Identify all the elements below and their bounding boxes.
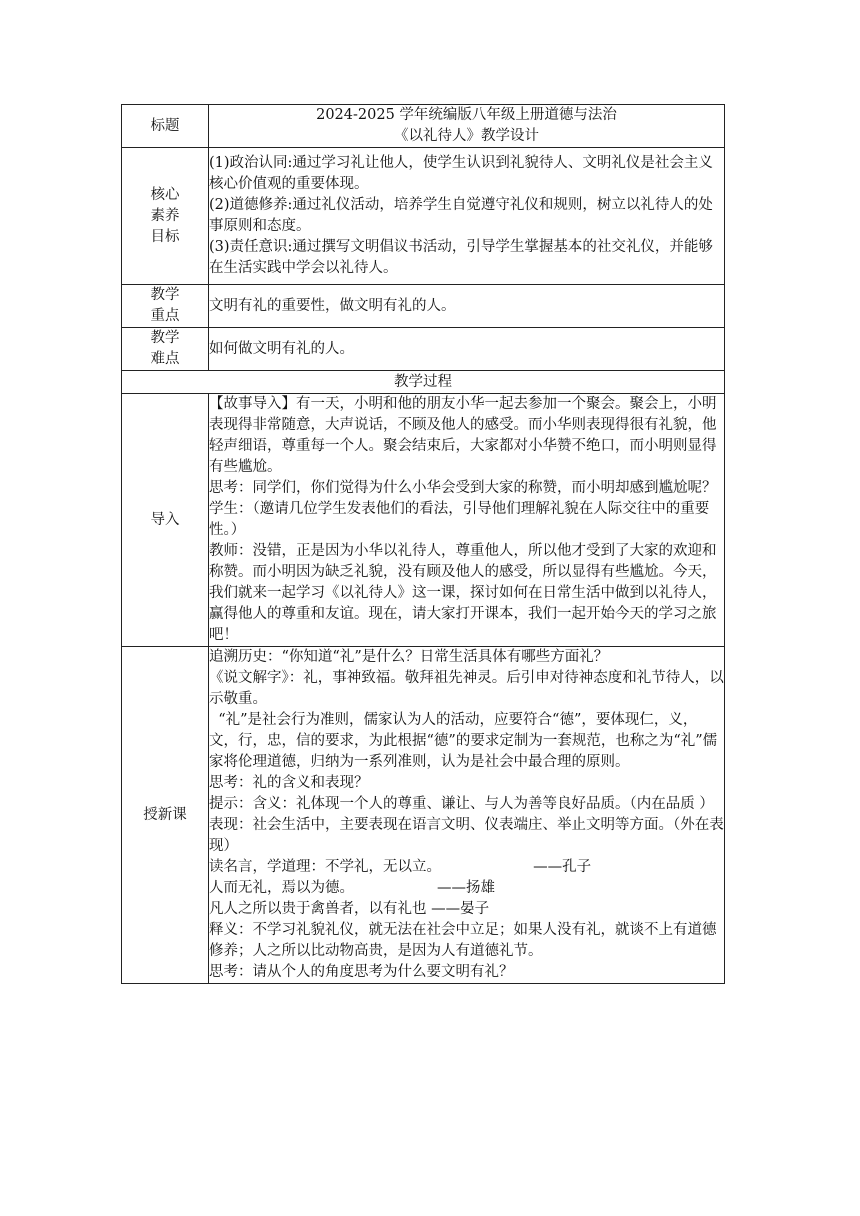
- intro-content: [209, 394, 725, 647]
- difficulty-text: 如何做文明有礼的人。: [209, 340, 354, 357]
- core-goals-label: [122, 148, 209, 285]
- new-lesson-label: [122, 647, 209, 984]
- key-point-content: [209, 285, 725, 328]
- new-lesson-paragraph-10: 释义：不学习礼貌礼仪，就无法在社会中立足；如果人没有礼，就谈不上有道德修养；人之所以比动物高贵，是因为人有道德礼节。: [209, 922, 717, 959]
- new-lesson-paragraph-6: 表现：社会生活中，主要表现在语言文明、仪表端庄、举止文明等方面。（外在表现）: [209, 817, 724, 854]
- intro-paragraph-4: 教师：没错，正是因为小华以礼待人，尊重他人，所以他才受到了大家的欢迎和称赞。而小明因为缺乏礼貌，没有顾及他人的感受，所以显得有些尴尬。今天，我们就来一起学习《以礼待人》这一课，探讨如何在日常生活中做到以礼待人，赢得他人的尊重和友谊。现在，请大家打开课本，我们一起开始今天的学习之旅吧！: [209, 543, 717, 643]
- new-lesson-paragraph-9: 凡人之所以贵于禽兽者，以有礼也 ——晏子: [209, 901, 490, 917]
- intro-label-text: 导入: [150, 511, 180, 528]
- title-line-1: 2024-2025 学年统编版八年级上册道德与法治: [316, 107, 617, 123]
- core-goal-item-3: (3)责任意识:通过撰写文明倡议书活动，引导学生掌握基本的社交礼仪，并能够在生活实践中学会以礼待人。: [209, 239, 713, 276]
- title-content: [209, 105, 725, 148]
- intro-paragraph-2: 思考：同学们，你们觉得为什么小华会受到大家的称赞，而小明却感到尴尬呢？: [209, 480, 717, 496]
- core-goals-content: [209, 148, 725, 285]
- difficulty-label-text: 教学 难点: [150, 330, 180, 367]
- new-lesson-paragraph-11: 思考：请从个人的角度思考为什么要文明有礼？: [209, 964, 514, 980]
- intro-label: [122, 394, 209, 647]
- key-point-row: [122, 285, 725, 328]
- intro-paragraph-3: 学生：（邀请几位学生发表他们的看法，引导他们理解礼貌在人际交往中的重要性。）: [209, 501, 710, 538]
- difficulty-label: [122, 328, 209, 371]
- process-header-text: 教学过程: [394, 373, 452, 390]
- core-goals-row: [122, 148, 725, 285]
- new-lesson-paragraph-7: 读名言，学道理：不学礼，无以立。 ——孔子: [209, 859, 592, 875]
- new-lesson-paragraph-2: 《说文解字》：礼，事神致福。敬拜祖先神灵。后引申对待神态度和礼节待人，以示敬重。: [209, 670, 724, 707]
- key-point-text: 文明有礼的重要性，做文明有礼的人。: [209, 297, 456, 314]
- intro-paragraph-1: 【故事导入】有一天，小明和他的朋友小华一起去参加一个聚会。聚会上，小明表现得非常随意，大声说话，不顾及他人的感受。而小华则表现得很有礼貌，他轻声细语，尊重每一个人。聚会结束后，大家都对小华赞不绝口，而小明则显得有些尴尬。: [209, 396, 717, 475]
- new-lesson-paragraph-5: 提示：含义：礼体现一个人的尊重、谦让、与人为善等良好品质。（内在品质 ）: [209, 796, 714, 812]
- title-label: [122, 105, 209, 148]
- new-lesson-row: [122, 647, 725, 984]
- title-line-2: 《以礼待人》教学设计: [394, 128, 539, 144]
- new-lesson-label-text: 授新课: [143, 806, 187, 823]
- new-lesson-paragraph-8: 人而无礼，焉以为德。 ——扬雄: [209, 880, 495, 896]
- new-lesson-paragraph-1: 追溯历史：“你知道“礼”是什么？日常生活具体有哪些方面礼？: [209, 649, 609, 665]
- new-lesson-paragraph-4: 思考：礼的含义和表现？: [209, 775, 369, 791]
- core-goals-label-text: 核心 素养 目标: [150, 186, 180, 245]
- new-lesson-paragraph-3: “礼”是社会行为准则，儒家认为人的活动，应要符合“德”，要体现仁，义，文，行，忠，信的要求，为此根据“德”的要求定制为一套规范，也称之为“礼”儒家将伦理道德，归纳为一系列准则，认为是社会中最合理的原则。: [209, 712, 718, 770]
- core-goal-item-2: (2)道德修养:通过礼仪活动，培养学生自觉遵守礼仪和规则，树立以礼待人的处事原则和态度。: [209, 197, 713, 234]
- intro-row: [122, 394, 725, 647]
- key-point-label: [122, 285, 209, 328]
- difficulty-content: [209, 328, 725, 371]
- core-goal-item-1: (1)政治认同:通过学习礼让他人，使学生认识到礼貌待人、文明礼仪是社会主义核心价值观的重要体现。: [209, 155, 713, 192]
- title-row: [122, 105, 725, 148]
- new-lesson-content: [209, 647, 725, 984]
- process-header: [122, 371, 725, 394]
- difficulty-row: [122, 328, 725, 371]
- title-label-text: 标题: [150, 117, 180, 134]
- process-header-row: [122, 371, 725, 394]
- key-point-label-text: 教学 重点: [150, 287, 180, 324]
- lesson-plan-table: [121, 104, 725, 984]
